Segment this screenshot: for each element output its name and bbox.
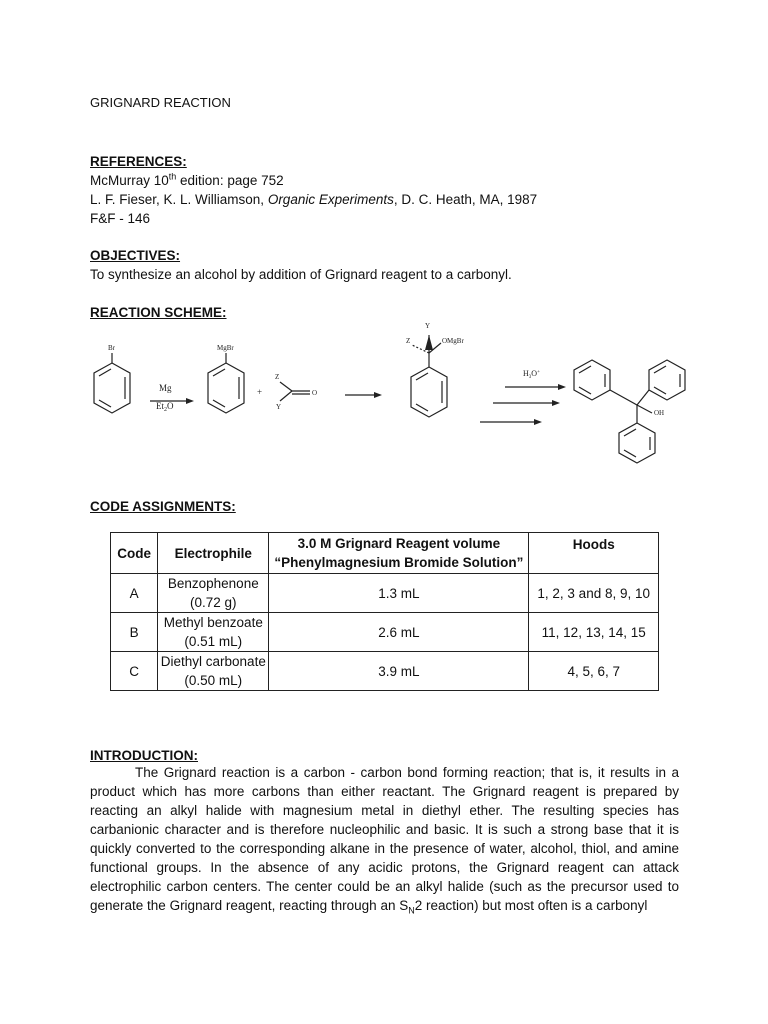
h3o-sub: 3 <box>528 375 532 380</box>
electrophile-amount: (0.72 g) <box>190 595 237 610</box>
introduction-heading: INTRODUCTION: <box>90 748 198 763</box>
objectives-heading: OBJECTIVES: <box>90 248 181 263</box>
introduction-text-end: 2 reaction) but most often is a carbonyl <box>414 898 648 913</box>
cell-hoods: 11, 12, 13, 14, 15 <box>529 613 659 652</box>
y-label: Y <box>276 403 282 411</box>
header-code: Code <box>111 533 158 574</box>
mgbr-label: MgBr <box>217 344 234 352</box>
cell-electrophile <box>158 574 269 613</box>
reference-fieser-authors: L. F. Fieser, K. L. Williamson, <box>90 192 268 207</box>
cell-electrophile <box>158 652 269 691</box>
triphenylmethanol-structure <box>574 360 685 463</box>
cell-electrophile <box>158 613 269 652</box>
cell-volume: 2.6 mL <box>269 613 529 652</box>
electrophile-name: Methyl benzoate <box>163 615 263 630</box>
reference-fieser-publisher: , D. C. Heath, MA, 1987 <box>393 192 538 207</box>
br-label: Br <box>108 344 115 352</box>
electrophile-name: Diethyl carbonate <box>160 654 266 669</box>
phenylmagnesium-bromide-structure <box>208 353 244 413</box>
et2o-et: Et <box>156 401 164 411</box>
omgbr-label: OMgBr <box>442 337 464 345</box>
mg-label: Mg <box>159 383 172 393</box>
header-electrophile: Electrophile <box>158 533 269 574</box>
document-title: GRIGNARD REACTION <box>90 95 231 110</box>
cell-hoods: 1, 2, 3 and 8, 9, 10 <box>529 574 659 613</box>
objectives-section <box>90 246 512 284</box>
table-row <box>111 574 659 613</box>
intermediate-y-label: Y <box>425 322 431 330</box>
wedge-bond <box>425 335 433 350</box>
introduction-subscript: N <box>408 905 415 916</box>
reaction-scheme-heading: REACTION SCHEME: <box>90 305 227 320</box>
reference-fieser-title: Organic Experiments <box>267 192 394 207</box>
header-hoods: Hoods <box>529 533 659 574</box>
header-volume-line2: “Phenylmagnesium Bromide Solution” <box>274 555 524 570</box>
bromobenzene-structure <box>94 353 130 413</box>
table-header-row <box>111 533 659 574</box>
cell-volume: 3.9 mL <box>269 652 529 691</box>
cell-volume: 1.3 mL <box>269 574 529 613</box>
introduction-text: The Grignard reaction is a carbon - carbon bond forming reaction; that is, it results in a product which has more carbons than either reactant. The Grignard reagent is prepared by reacting an alkyl halide with magnesium metal in diethyl ether. The resulting species has carbanionic character and is therefore nucleophilic and basic. It is such a strong base that it is quickly converted to the corresponding alkane in the presence of water, alcohol, thiol, and amine functional groups. In the absence of any acidic protons, the Grignard reagent can attack electrophilic carbon centers. The center could be an alkyl halide (such as the precursor used to generate the Grignard reagent, reacting through an S <box>90 765 679 913</box>
cell-code: B <box>111 613 158 652</box>
oh-label: OH <box>654 409 665 417</box>
code-assignments-heading: CODE ASSIGNMENTS: <box>90 499 236 514</box>
references-section <box>90 152 537 228</box>
references-heading: REFERENCES: <box>90 154 187 169</box>
et2o-label <box>156 401 174 413</box>
objectives-text: To synthesize an alcohol by addition of Grignard reagent to a carbonyl. <box>90 267 512 282</box>
h3o-label <box>523 369 540 380</box>
cell-code: C <box>111 652 158 691</box>
electrophile-name: Benzophenone <box>167 576 259 591</box>
et2o-sub: 2 <box>164 407 167 413</box>
et2o-o: O <box>167 401 174 411</box>
header-volume <box>269 533 529 574</box>
reference-mcmurray-suffix: edition: page 752 <box>176 173 284 188</box>
o-label: O <box>312 389 318 397</box>
cell-code: A <box>111 574 158 613</box>
table-row <box>111 652 659 691</box>
reference-fieser <box>90 190 537 209</box>
reference-mcmurray-text: McMurray 10 <box>90 173 169 188</box>
h3o-h: H <box>523 369 529 378</box>
electrophile-amount: (0.51 mL) <box>184 634 243 649</box>
reaction-scheme-diagram <box>80 315 720 475</box>
intermediate-z-label: Z <box>406 337 411 345</box>
electrophile-amount: (0.50 mL) <box>184 673 243 688</box>
h3o-o: O <box>531 369 538 378</box>
header-volume-line1: 3.0 M Grignard Reagent volume <box>297 536 501 551</box>
introduction-body <box>90 763 679 915</box>
reference-ff: F&F - 146 <box>90 211 151 226</box>
z-label: Z <box>275 373 280 381</box>
code-assignments-table <box>110 532 659 691</box>
table-row <box>111 613 659 652</box>
plus-sign: + <box>257 387 263 397</box>
reference-mcmurray <box>90 171 537 190</box>
cell-hoods: 4, 5, 6, 7 <box>529 652 659 691</box>
carbonyl-structure <box>280 382 310 401</box>
reference-mcmurray-sup: th <box>168 171 177 182</box>
h3o-sup: + <box>537 370 540 375</box>
introduction-paragraph <box>90 763 679 915</box>
